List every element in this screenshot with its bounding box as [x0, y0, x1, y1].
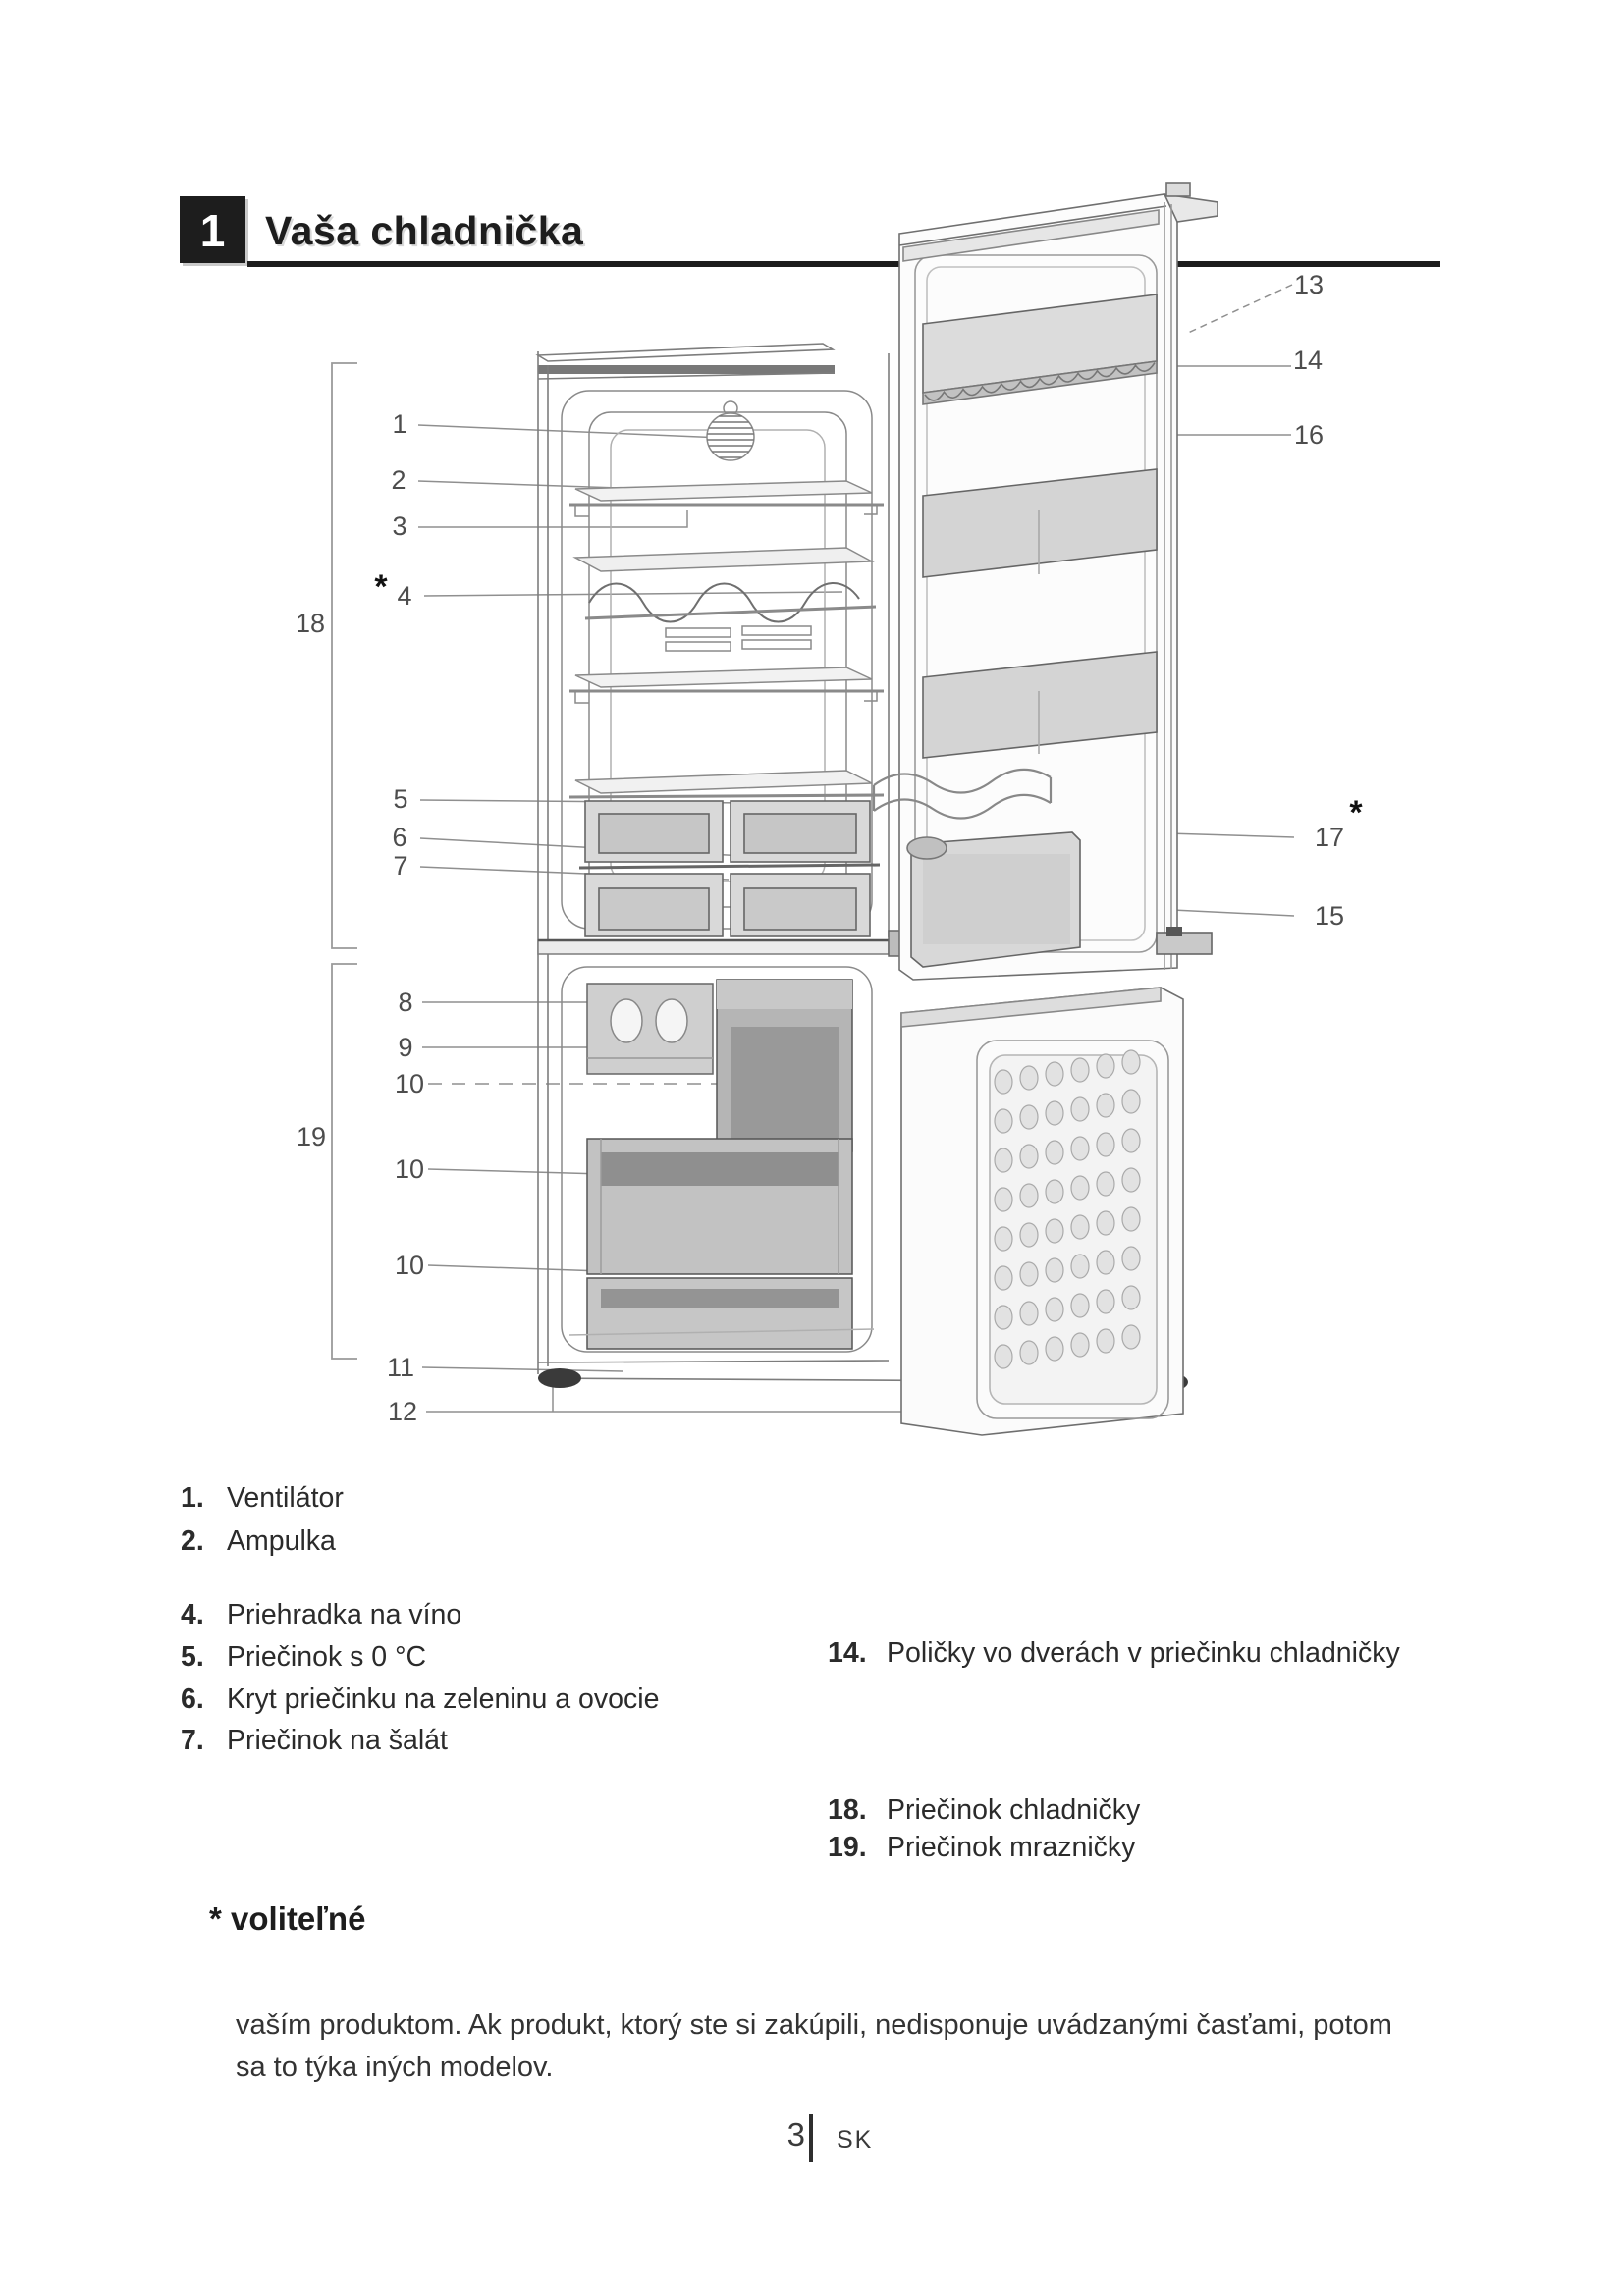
legend-num: 2. [181, 1525, 204, 1557]
legend-item [181, 1525, 336, 1558]
freezer-interior [562, 967, 874, 1352]
callout-label: 3 [392, 511, 407, 541]
crisper-drawers [579, 801, 880, 936]
callout-label: 9 [398, 1033, 413, 1062]
legend-num: 6. [181, 1683, 204, 1715]
callout-label: 10 [394, 1251, 425, 1280]
page-number: 3 [786, 2116, 805, 2153]
callout-label: 11 [386, 1353, 415, 1382]
callout-label: 2 [391, 465, 406, 495]
legend-text: Ventilátor [227, 1482, 344, 1514]
legend-text: Priečinok s 0 °C [227, 1641, 427, 1673]
legend-num: 19. [828, 1832, 867, 1863]
legend-num: 14. [828, 1637, 867, 1669]
callout-label: 7 [393, 851, 408, 881]
callout-label: 16 [1293, 420, 1325, 450]
legend-item [828, 1794, 1140, 1827]
callout-label: 19 [296, 1122, 327, 1151]
fridge-door [874, 183, 1218, 980]
callout-label: 5 [393, 784, 408, 814]
legend-item [181, 1683, 659, 1716]
callout-label: 14 [1292, 346, 1324, 375]
optional-note: * voliteľné [209, 1900, 366, 1937]
callout-label: 4 [397, 581, 412, 611]
legend-text: Kryt priečinku na zeleninu a ovocie [227, 1683, 660, 1715]
callout-label: 6 [392, 823, 407, 852]
legend-num: 18. [828, 1794, 867, 1826]
asterisk-mark: * [1349, 794, 1363, 831]
legend-text: Poličky vo dverách v priečinku chladničky [887, 1637, 1400, 1669]
callout-label: 12 [387, 1397, 418, 1426]
legend-text: Priehradka na víno [227, 1599, 462, 1630]
legend-item [828, 1637, 1400, 1670]
legend-num: 4. [181, 1599, 204, 1630]
legend-text: Priečinok mrazničky [887, 1832, 1136, 1863]
legend-num: 5. [181, 1641, 204, 1673]
legend-item [828, 1832, 1135, 1864]
legend-num: 1. [181, 1482, 204, 1514]
callout-label: 10 [394, 1069, 425, 1098]
legend-item [181, 1725, 448, 1757]
bracket-lines [332, 363, 357, 1359]
legend-item [181, 1599, 461, 1631]
callout-label: 18 [295, 609, 326, 638]
legend-text: Priečinok na šalát [227, 1725, 448, 1756]
legend-text: Priečinok chladničky [887, 1794, 1141, 1826]
legend-text: Ampulka [227, 1525, 336, 1557]
callout-label: 1 [392, 409, 407, 439]
callout-label: 15 [1314, 901, 1345, 931]
page-title: Vaša chladnička [265, 208, 584, 253]
legend-item [181, 1482, 344, 1515]
callout-label: 13 [1293, 270, 1325, 299]
body-paragraph: vaším produktom. Ak produkt, ktorý ste si zakúpili, nedisponuje uvádzanými časťami, potom sa to týka iných modelov. [236, 2009, 1392, 2083]
freezer-door [901, 927, 1212, 1435]
callout-label: 17 [1314, 823, 1345, 852]
footer-divider [809, 2114, 813, 2162]
callout-label: 10 [394, 1154, 425, 1184]
legend-item [181, 1641, 426, 1674]
callout-label: 8 [398, 988, 413, 1017]
asterisk-mark: * [374, 568, 388, 606]
legend-num: 7. [181, 1725, 204, 1756]
section-number: 1 [199, 205, 226, 256]
language-code: SK [837, 2126, 874, 2154]
